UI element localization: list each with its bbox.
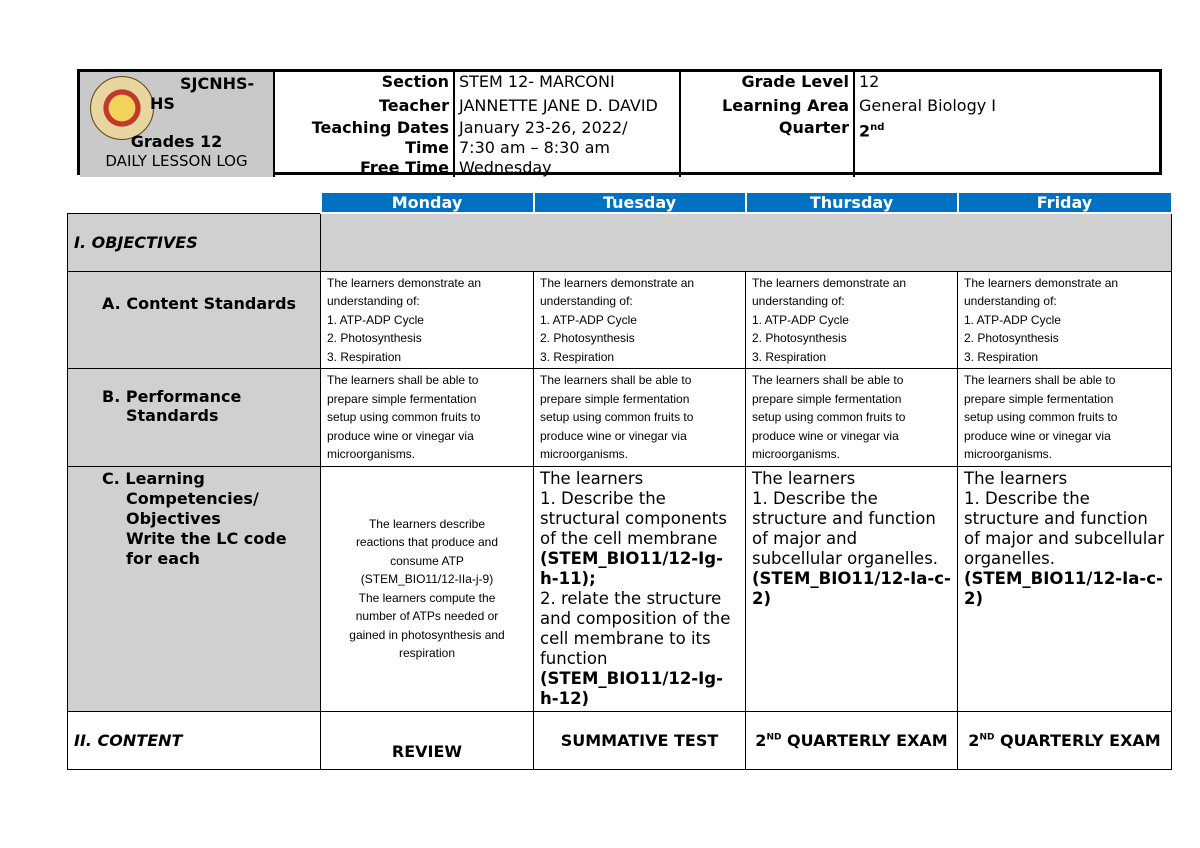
content-tuesday: SUMMATIVE TEST [534,711,746,769]
content-title: II. CONTENT [68,711,321,769]
day-header-tuesday: Tuesday [534,192,746,213]
competencies-thursday: The learners 1. Describe the structure and function of major and subcellular organelles. (STEM_BIO11/12-Ia-c-2) [746,466,958,711]
teaching-dates-label: Teaching Dates [274,118,454,138]
performance-standards-monday: The learners shall be able to prepare simple fermentation setup using common fruits to produce wine or vinegar via microorganisms. [321,369,534,467]
content-standards-friday: The learners demonstrate an understanding of: 1. ATP-ADP Cycle 2. Photosynthesis 3. Respiration [958,271,1172,369]
table-corner [68,192,321,213]
quarter-value: 2nd [859,121,885,141]
school-name-suffix: HS [150,94,175,113]
school-seal-icon [90,76,154,140]
content-friday: 2ND QUARTERLY EXAM [958,711,1172,769]
performance-standards-label: B. Performance Standards [68,369,321,467]
free-time-label: Free Time [274,158,454,177]
content-standards-label: A. Content Standards [68,271,321,369]
performance-standards-thursday: The learners shall be able to prepare simple fermentation setup using common fruits to produce wine or vinegar via microorganisms. [746,369,958,467]
day-header-friday: Friday [958,192,1172,213]
content-standards-thursday: The learners demonstrate an understanding of: 1. ATP-ADP Cycle 2. Photosynthesis 3. Respiration [746,271,958,369]
grade-level-label: Grade Level [680,72,854,96]
section-label: Section [274,72,454,96]
learning-area-label: Learning Area [680,96,854,118]
competencies-monday: The learners describe reactions that produce and consume ATP (STEM_BIO11/12-IIa-j-9) The learners compute the number of ATPs needed or gained in photosynthesis and respiration [321,466,534,711]
free-time-value: Wednesday [454,158,680,177]
content-standards-tuesday: The learners demonstrate an understanding of: 1. ATP-ADP Cycle 2. Photosynthesis 3. Respiration [534,271,746,369]
grade-level-value: 12 [859,72,880,91]
content-standards-monday: The learners demonstrate an understanding of: 1. ATP-ADP Cycle 2. Photosynthesis 3. Respiration [321,271,534,369]
day-header-thursday: Thursday [746,192,958,213]
learning-area-value: General Biology I [859,96,997,115]
objectives-band [321,213,1172,271]
section-value: STEM 12- MARCONI [454,72,680,96]
time-label: Time [274,138,454,158]
performance-standards-friday: The learners shall be able to prepare simple fermentation setup using common fruits to produce wine or vinegar via microorganisms. [958,369,1172,467]
grade-label: Grades 12 [130,132,223,151]
quarter-label: Quarter [680,118,854,177]
teacher-label: Teacher [274,96,454,118]
log-title: DAILY LESSON LOG [105,152,248,170]
competencies-tuesday: The learners 1. Describe the structural components of the cell membrane (STEM_BIO11/12-Ig-h-11); 2. relate the structure and composition of the cell membrane to its function (STEM_BIO11/12-Ig-h-12) [534,466,746,711]
day-header-monday: Monday [321,192,534,213]
teacher-value: JANNETTE JANE D. DAVID [454,96,680,118]
teaching-dates-value: January 23-26, 2022/ [454,118,680,138]
content-thursday: 2ND QUARTERLY EXAM [746,711,958,769]
lesson-log-header [77,69,1162,175]
objectives-title: I. OBJECTIVES [68,213,321,271]
lesson-plan-table [67,191,1173,770]
competencies-friday: The learners 1. Describe the structure and function of major and subcellular organelles. (STEM_BIO11/12-Ia-c-2) [958,466,1172,711]
school-block [80,72,274,177]
school-name: SJCNHS- [180,74,255,93]
content-monday: REVIEW [321,711,534,769]
performance-standards-tuesday: The learners shall be able to prepare simple fermentation setup using common fruits to produce wine or vinegar via microorganisms. [534,369,746,467]
competencies-label: C. Learning Competencies/ Objectives Write the LC code for each [68,466,321,711]
time-value: 7:30 am – 8:30 am [454,138,680,158]
